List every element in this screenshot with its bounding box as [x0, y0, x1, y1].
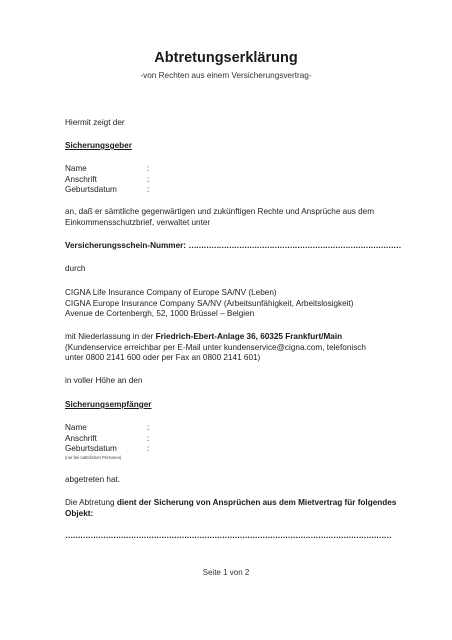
- purpose-line1: [65, 498, 396, 509]
- insurer-line2: CIGNA Europe Insurance Company SA/NV (Arbeitsunfähigkeit, Arbeitslosigkeit): [65, 298, 354, 308]
- empf-anschrift-colon: :: [147, 433, 150, 443]
- empf-geburtsdatum-row: [65, 444, 149, 455]
- geber-name-row: [65, 164, 149, 175]
- page-subtitle: -von Rechten aus einem Versicherungsvertrag-: [140, 71, 312, 80]
- policy-number-label: Versicherungsschein-Nummer:: [65, 241, 187, 250]
- empf-name-label: Name: [65, 423, 87, 432]
- policy-number-field[interactable]: …………………………………………………………………………: [188, 241, 401, 250]
- purpose-prefix: Die Abtretung: [65, 498, 117, 507]
- natural-persons-note: (nur bei natürlichen Personen): [65, 454, 122, 460]
- abgetreten-text: abgetreten hat.: [65, 475, 121, 484]
- empf-anschrift-label: Anschrift: [65, 433, 97, 443]
- intro-text: Hiermit zeigt der: [65, 118, 125, 127]
- policy-number-row: [65, 241, 401, 252]
- geber-anschrift-label: Anschrift: [65, 174, 97, 184]
- page-number: Seite 1 von 2: [202, 568, 250, 577]
- durch-text: durch: [65, 264, 86, 273]
- rights-text-line1: an, daß er sämtliche gegenwärtigen und zukünftigen Rechte und Ansprüche aus dem: [65, 207, 375, 216]
- geber-anschrift-row: [65, 175, 149, 186]
- geber-geburtsdatum-colon: :: [147, 185, 150, 194]
- insurer-address: Avenue de Cortenbergh, 52, 1000 Brüssel – Belgien: [65, 309, 255, 318]
- geber-name-colon: :: [147, 164, 150, 173]
- full-amount-text: in voller Höhe an den: [65, 376, 143, 385]
- insurer-line1: CIGNA Life Insurance Company of Europe SA/NV (Leben): [65, 288, 277, 297]
- object-field[interactable]: …………………………………………………………………………………………………………………: [65, 531, 392, 540]
- empf-anschrift-row: [65, 434, 149, 445]
- empf-geburtsdatum-colon: :: [147, 444, 150, 453]
- geber-geburtsdatum-row: [65, 185, 149, 196]
- purpose-bold: dient der Sicherung von Ansprüchen aus dem Mietvertrag für folgendes: [116, 498, 397, 507]
- purpose-line2: Objekt:: [65, 508, 94, 518]
- branch-address: Friedrich-Ebert-Anlage 36, 60325 Frankfurt/Main: [155, 332, 343, 341]
- branch-prefix: mit Niederlassung in der: [65, 332, 156, 341]
- empf-name-row: [65, 423, 149, 434]
- rights-text-line2: Einkommensschutzbrief, verwaltet unter: [65, 217, 211, 227]
- geber-name-label: Name: [65, 164, 87, 173]
- service-line1: (Kundenservice erreichbar per E-Mail unter kundenservice@cigna.com, telefonisch: [65, 342, 366, 352]
- empf-name-colon: :: [147, 423, 150, 432]
- geber-geburtsdatum-label: Geburtsdatum: [65, 185, 117, 194]
- empf-geburtsdatum-label: Geburtsdatum: [65, 444, 117, 453]
- sicherungsempfaenger-heading: Sicherungsempfänger: [65, 400, 152, 409]
- service-line2: unter 0800 2141 600 oder per Fax an 0800 2141 601): [65, 353, 261, 362]
- geber-anschrift-colon: :: [147, 174, 150, 184]
- sicherungsgeber-heading: Sicherungsgeber: [65, 141, 132, 150]
- page-title: Abtretungserklärung: [154, 50, 298, 66]
- branch-line: [65, 332, 342, 343]
